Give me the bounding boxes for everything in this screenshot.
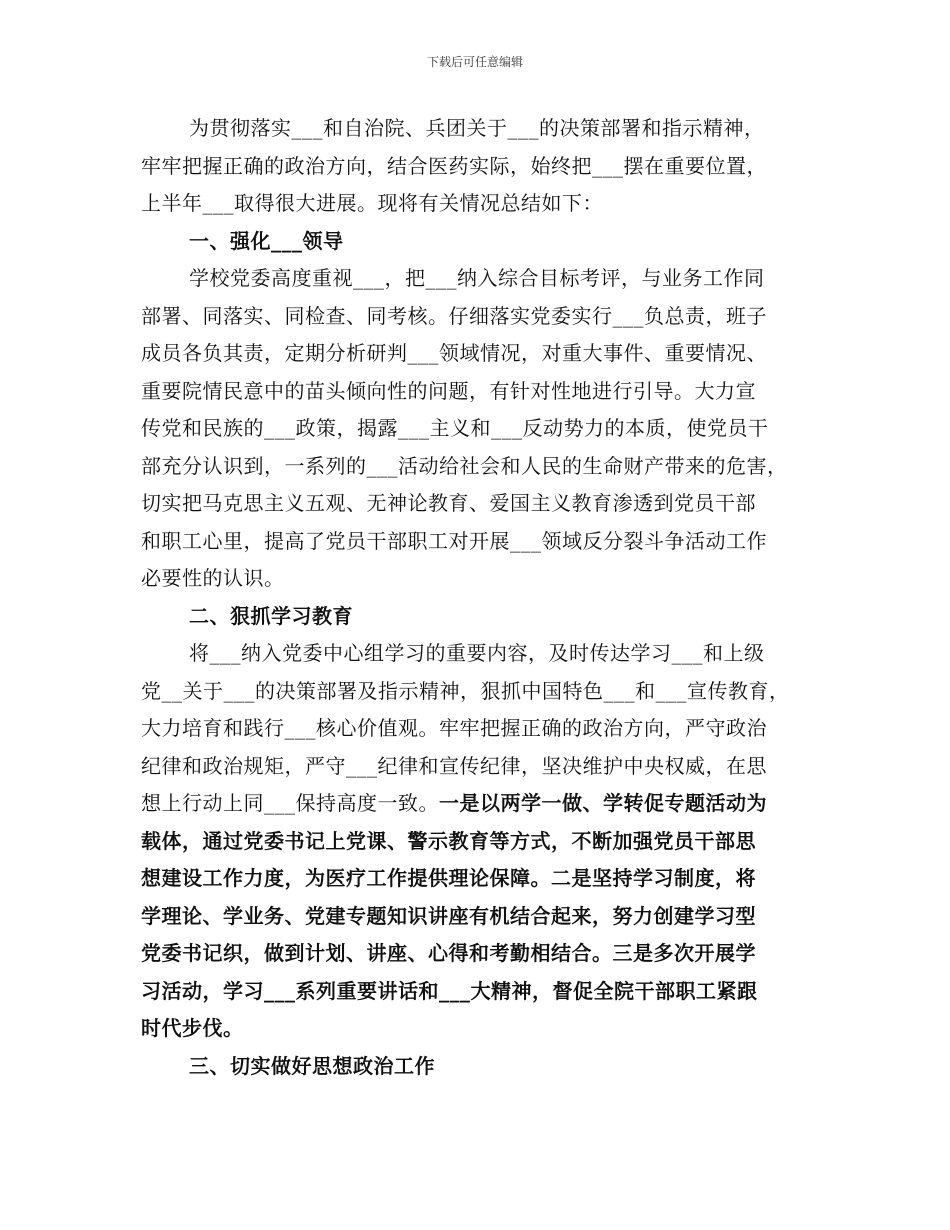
intro-line-3: 上半年___取得很大进展。现将有关情况总结如下： bbox=[141, 191, 603, 215]
section-2-bold-line-2: 想建设工作力度，为医疗工作提供理论保障。二是坚持学习制度，将 bbox=[141, 866, 756, 890]
intro-line-1: 为贯彻落实___和自治院、兵团关于___的决策部署和指示精神， bbox=[189, 116, 765, 140]
section-1-line-9: 必要性的认识。 bbox=[141, 566, 285, 590]
section-2-line-1: 将___纳入党委中心组学习的重要内容，及时传达学习___和上级 bbox=[189, 641, 765, 665]
intro-line-2: 牢牢把握正确的政治方向，结合医药实际，始终把___摆在重要位置， bbox=[141, 153, 767, 178]
section-1-line-5: 传党和民族的___政策，揭露___主义和___反动势力的本质，使党员干 bbox=[141, 416, 769, 440]
section-2-heading: 二、狠抓学习教育 bbox=[189, 603, 353, 628]
section-2-line-3: 大力培育和践行___核心价值观。牢牢把握正确的政治方向，严守政治 bbox=[141, 716, 767, 740]
section-2-line-5-normal: 想上行动上同___保持高度一致。 bbox=[141, 791, 439, 815]
section-2-bold-line-5: 习活动，学习___系列重要讲话和___大精神，督促全院干部职工紧跟 bbox=[141, 978, 758, 1003]
section-3-heading: 三、切实做好思想政治工作 bbox=[189, 1053, 435, 1078]
section-2-bold-line-3: 学理论、学业务、党建专题知识讲座有机结合起来，努力创建学习型 bbox=[141, 903, 756, 928]
section-1-line-1: 学校党委高度重视___，把___纳入综合目标考评，与业务工作同 bbox=[189, 266, 765, 290]
section-2-line-5-bold: 一是以两学一做、学转促专题活动为 bbox=[439, 791, 767, 815]
section-1-line-3: 成员各负其责，定期分析研判___领域情况，对重大事件、重要情况、 bbox=[141, 341, 767, 365]
page-header: 下载后可任意编辑 bbox=[426, 55, 523, 69]
section-1-line-7: 切实把马克思主义五观、无神论教育、爱国主义教育渗透到党员干部 bbox=[141, 491, 756, 515]
section-1-line-4: 重要院情民意中的苗头倾向性的问题，有针对性地进行引导。大力宣 bbox=[141, 378, 756, 403]
section-1-line-2: 部署、同落实、同检查、同考核。仔细落实党委实行___负总责，班子 bbox=[141, 303, 767, 328]
section-2-bold-line-1: 载体，通过党委书记上党课、警示教育等方式，不断加强党员干部思 bbox=[141, 828, 756, 853]
document-body bbox=[141, 110, 811, 1085]
section-1-heading: 一、强化___领导 bbox=[189, 228, 344, 253]
section-2-bold-line-6: 时代步伐。 bbox=[141, 1016, 244, 1040]
section-2-bold-line-4: 党委书记织，做到计划、讲座、心得和考勤相结合。三是多次开展学 bbox=[141, 941, 756, 965]
section-2-line-4: 纪律和政治规矩，严守___纪律和宣传纪律，坚决维护中央权威，在思 bbox=[141, 753, 767, 778]
section-1-line-8: 和职工心里，提高了党员干部职工对开展___领域反分裂斗争活动工作 bbox=[141, 528, 767, 553]
section-1-line-6: 部充分认识到，一系列的___活动给社会和人民的生命财产带来的危害， bbox=[141, 453, 788, 478]
section-2-line-2: 党__关于___的决策部署及指示精神，狠抓中国特色___和___宣传教育， bbox=[141, 678, 790, 703]
section-2-line-5 bbox=[141, 785, 811, 823]
